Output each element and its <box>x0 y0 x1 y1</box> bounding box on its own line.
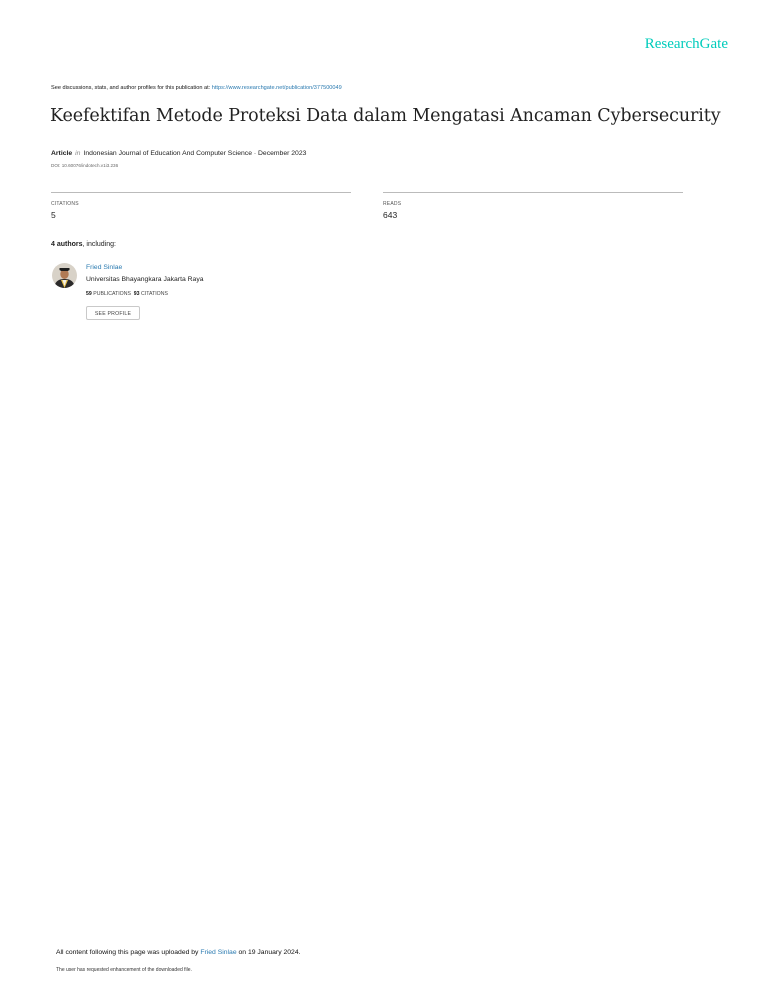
in-word: in <box>75 150 81 157</box>
publication-link[interactable]: https://www.researchgate.net/publication/377500049 <box>211 85 342 91</box>
publications-label: PUBLICATIONS <box>93 291 131 297</box>
authors-suffix: , including: <box>82 241 116 248</box>
citations-label: CITATIONS <box>51 201 79 207</box>
author-avatar[interactable] <box>52 263 77 288</box>
citations-divider <box>51 192 351 193</box>
discussion-line <box>51 85 342 91</box>
reads-divider <box>383 192 683 193</box>
doi: DOI: 10.60076/indotech.v1i3.236 <box>51 163 119 168</box>
author-citations-count: 93 <box>133 291 140 297</box>
see-profile-button[interactable]: SEE PROFILE <box>86 306 140 320</box>
reads-value: 643 <box>383 210 398 220</box>
uploader-link[interactable]: Fried Sinlae <box>200 949 237 956</box>
discussion-prefix: See discussions, stats, and author profiles for this publication at: <box>51 85 212 91</box>
researchgate-logo[interactable]: ResearchGate <box>644 36 728 52</box>
reads-label: READS <box>383 201 402 207</box>
authors-count: 4 authors <box>51 241 83 248</box>
citations-value: 5 <box>51 210 56 220</box>
author-stats <box>86 291 168 297</box>
upload-prefix: All content following this page was uploaded by <box>56 949 201 956</box>
venue-date: Indonesian Journal of Education And Computer Science · December 2023 <box>83 150 307 157</box>
authors-heading <box>51 241 116 248</box>
download-note: The user has requested enhancement of the downloaded file. <box>56 967 192 973</box>
publication-type: Article <box>51 150 73 157</box>
author-name-link[interactable]: Fried Sinlae <box>86 264 123 271</box>
publication-meta <box>51 150 306 157</box>
publications-count: 59 <box>86 291 92 297</box>
author-citations-label: CITATIONS <box>141 291 168 297</box>
upload-suffix: on 19 January 2024. <box>236 949 301 956</box>
avatar-image <box>52 263 77 288</box>
publication-title: Keefektifan Metode Proteksi Data dalam Mengatasi Ancaman Cybersecurity <box>50 106 721 126</box>
author-affiliation: Universitas Bhayangkara Jakarta Raya <box>86 276 204 283</box>
upload-info <box>56 949 301 956</box>
